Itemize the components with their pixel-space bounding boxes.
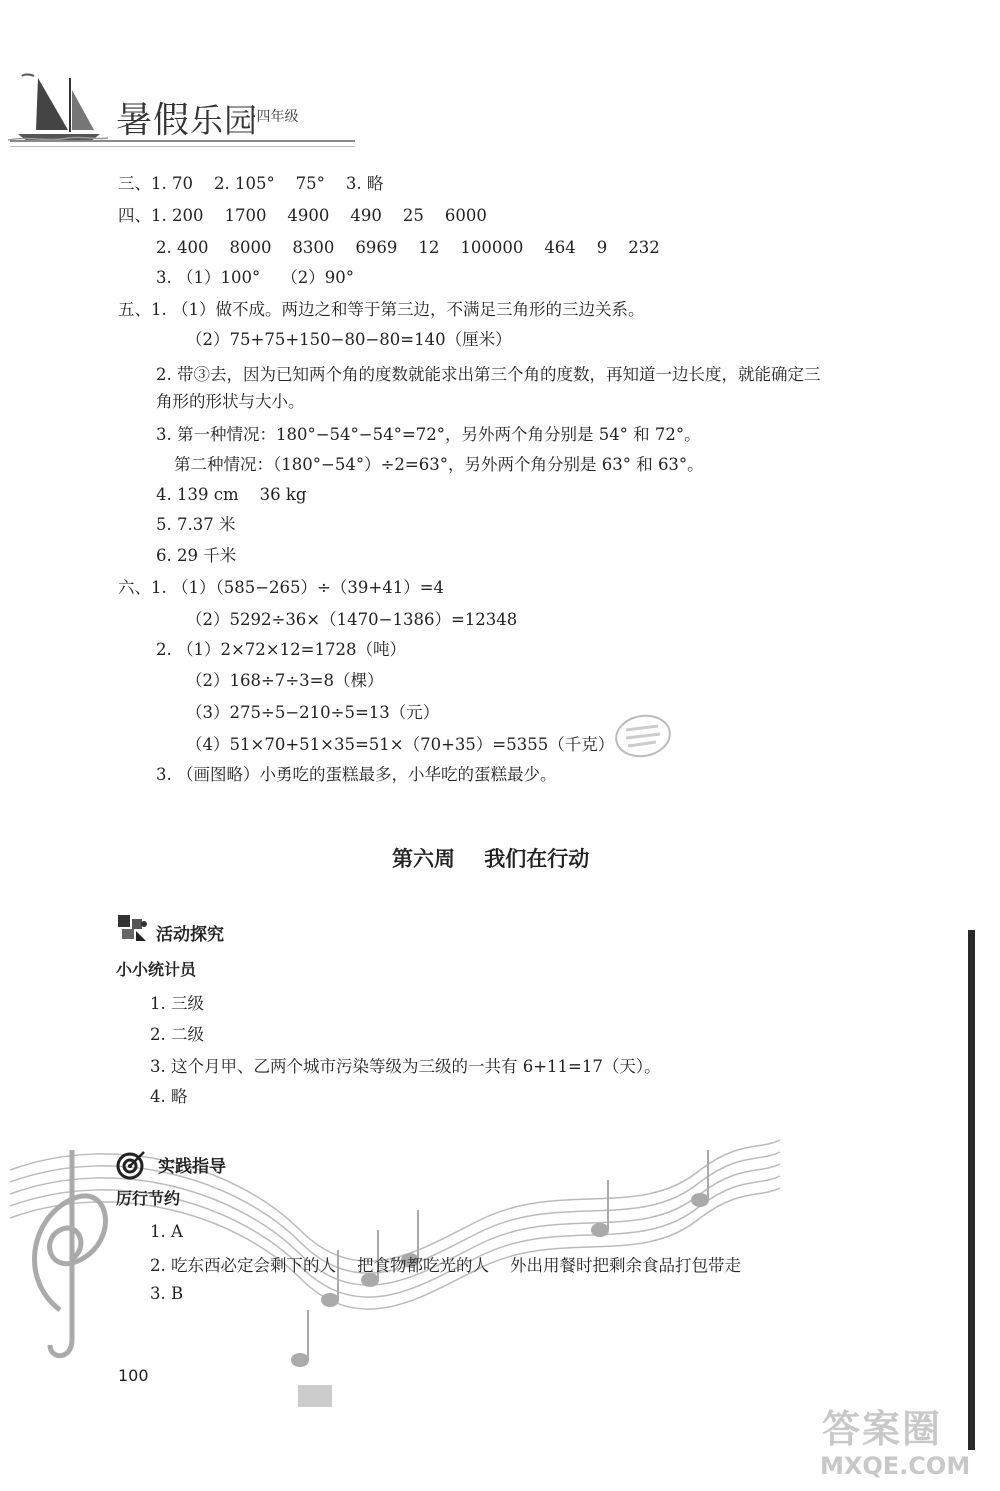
- answer-line: 2. 400 8000 8300 6969 12 100000 464 9 232: [156, 238, 660, 257]
- answer-line: 四、1. 200 1700 4900 490 25 6000: [118, 206, 487, 225]
- answer-line: （4）51×70+51×35=51×（70+35）=5355（千克）: [186, 735, 615, 754]
- header-title-b: 乐园: [190, 101, 259, 140]
- answer-line: 4. 139 cm 36 kg: [156, 485, 307, 504]
- header-rule: [10, 140, 355, 147]
- sailboat-icon: [8, 70, 108, 142]
- answer-line: （2）168÷7÷3=8（棵）: [186, 671, 384, 690]
- answer-line: 五、1. （1）做不成。两边之和等于第三边，不满足三角形的三边关系。: [118, 300, 645, 319]
- header-title: [116, 92, 258, 143]
- answer-line: 第二种情况：（180°−54°）÷2=63°，另外两个角分别是 63° 和 63°。: [174, 455, 704, 474]
- watermark-url: MXQE.COM: [820, 1452, 971, 1480]
- practice-item: 1. A: [150, 1222, 183, 1241]
- answer-line: （2）5292÷36×（1470−1386）=12348: [186, 610, 518, 629]
- activity-item: 3. 这个月甲、乙两个城市污染等级为三级的一共有 6+11=17（天）。: [150, 1057, 661, 1076]
- answer-line: 三、1. 70 2. 105° 75° 3. 略: [118, 174, 384, 193]
- activity-item: 4. 略: [150, 1087, 188, 1106]
- header-grade: ·四年级: [252, 109, 299, 125]
- answer-line: 6. 29 千米: [156, 546, 237, 565]
- target-icon: [116, 1150, 146, 1180]
- stamp-mark: [612, 712, 674, 760]
- puzzle-icon: [116, 913, 150, 943]
- answer-line: 2. 带③去，因为已知两个角的度数就能求出第三个角的度数，再知道一边长度，就能确定三: [156, 365, 821, 384]
- practice-subheading: 厉行节约: [116, 1189, 181, 1208]
- answer-line: 六、1. （1）（585−265）÷（39+41）=4: [118, 578, 445, 597]
- watermark-text: 答案圈: [822, 1407, 943, 1451]
- activity-item: 1. 三级: [150, 994, 204, 1013]
- answer-line: 3. （画图略）小勇吃的蛋糕最多，小华吃的蛋糕最少。: [156, 765, 557, 784]
- practice-item: 2. 吃东西必定会剩下的人 把食物都吃光的人 外出用餐时把剩余食品打包带走: [150, 1256, 741, 1275]
- binding-edge: [968, 930, 975, 1450]
- answer-line: （2）75+75+150−80−80=140（厘米）: [186, 330, 512, 349]
- practice-item: 3. B: [150, 1284, 184, 1303]
- activity-subheading: 小小统计员: [116, 960, 197, 979]
- answer-line: （3）275÷5−210÷5=13（元）: [186, 703, 440, 722]
- answer-line: 5. 7.37 米: [156, 515, 236, 534]
- answer-line: 角形的形状与大小。: [156, 392, 305, 411]
- week-title: 第六周 我们在行动: [392, 847, 590, 871]
- page-number: 100: [118, 1366, 149, 1385]
- activity-heading: 活动探究: [156, 925, 224, 945]
- answer-line: 2. （1）2×72×12=1728（吨）: [156, 640, 406, 659]
- answer-line: 3. （1）100° （2）90°: [156, 268, 354, 287]
- answer-line: 3. 第一种情况：180°−54°−54°=72°，另外两个角分别是 54° 和 72°。: [156, 425, 701, 444]
- header-title-a: 暑假: [116, 100, 191, 141]
- activity-item: 2. 二级: [150, 1025, 204, 1044]
- practice-heading: 实践指导: [158, 1157, 226, 1177]
